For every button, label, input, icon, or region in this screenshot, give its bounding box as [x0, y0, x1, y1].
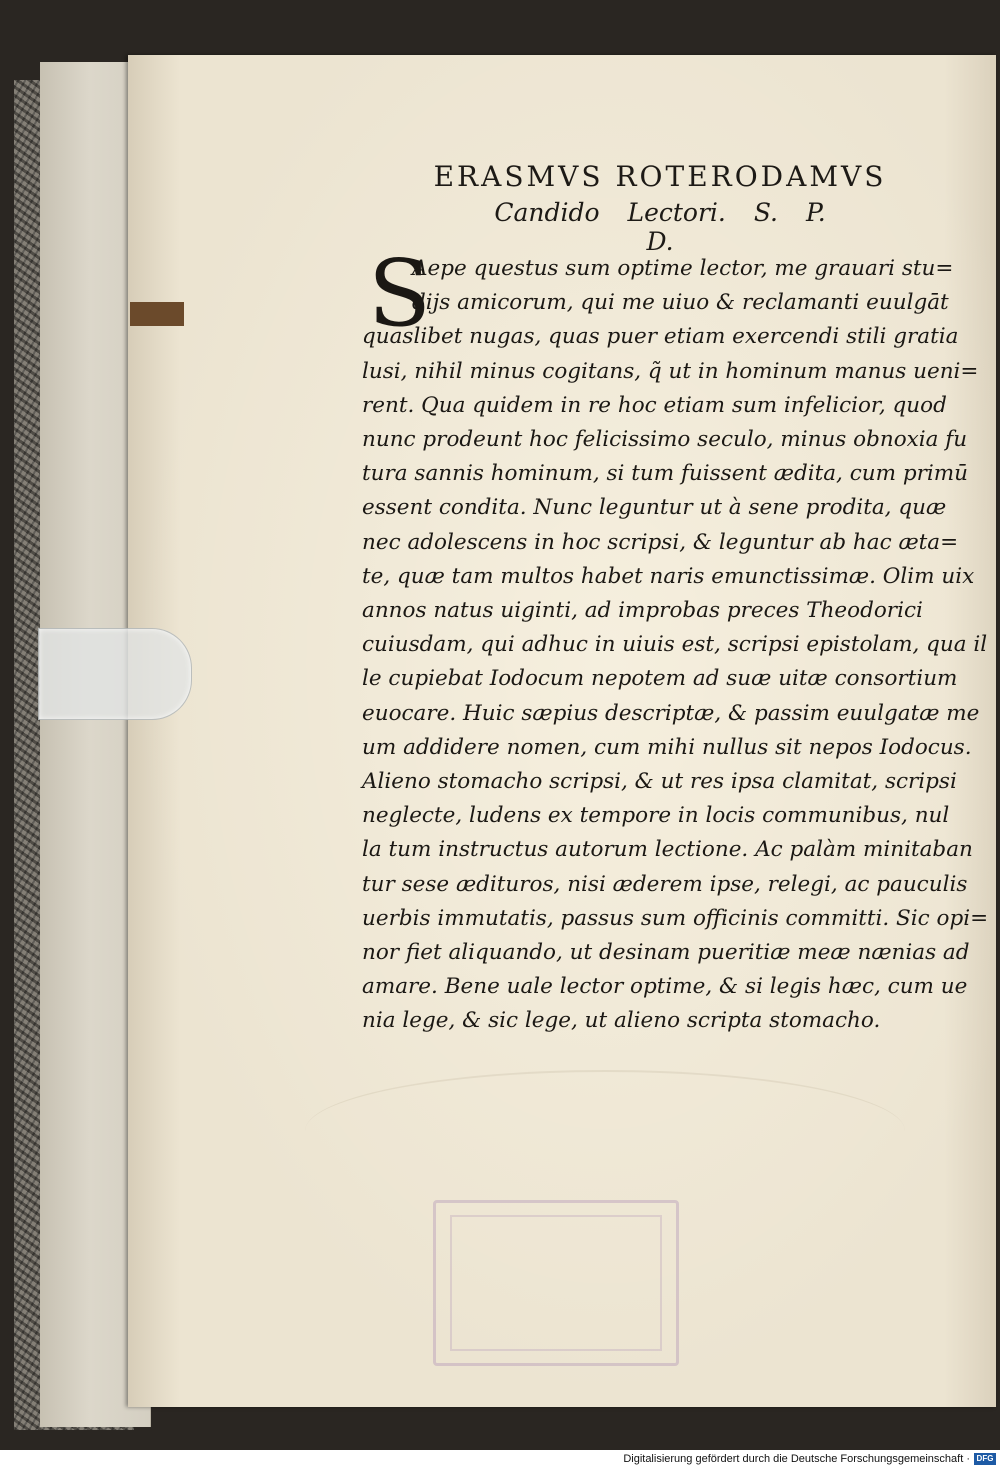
- page-subheading: Candido Lectori. S. P. D.: [494, 198, 826, 256]
- text-line: nunc prodeunt hoc felicissimo seculo, minus obnoxia fu: [362, 427, 968, 453]
- footer-credit: Digitalisierung gefördert durch die Deutsche Forschungsgemeinschaft ·: [623, 1453, 970, 1465]
- brown-tab: [130, 302, 184, 326]
- text-line: tur sese ædituros, nisi æderem ipse, relegi, ac pauculis: [362, 871, 968, 897]
- text-line: cuiusdam, qui adhuc in uiuis est, scripsi epistolam, qua il: [362, 632, 988, 658]
- text-line: la tum instructus autorum lectione. Ac palàm minitaban: [362, 837, 973, 863]
- text-line: tura sannis hominum, si tum fuissent ædita, cum primū: [362, 461, 968, 487]
- footer-bar: [0, 1450, 1000, 1470]
- text-line: um addidere nomen, cum mihi nullus sit nepos Iodocus.: [362, 734, 972, 760]
- text-line: Aepe questus sum optime lector, me grauari stu=: [412, 256, 954, 281]
- text-line: annos natus uiginti, ad improbas preces Theodorici: [362, 598, 923, 624]
- drop-initial: S: [368, 240, 432, 347]
- library-stamp: [433, 1200, 679, 1366]
- clear-bookmark-tab: [38, 628, 192, 720]
- library-stamp-inner: [450, 1215, 662, 1351]
- text-line: rent. Qua quidem in re hoc etiam sum infelicior, quod: [362, 392, 947, 418]
- text-line: nia lege, & sic lege, ut alieno scripta stomacho.: [362, 1008, 881, 1034]
- show-through-ornament: [305, 1070, 905, 1192]
- body-text: [362, 252, 989, 1039]
- dfg-logo-icon: DFG: [974, 1453, 996, 1465]
- text-line: le cupiebat Iodocum nepotem ad suæ uitæ consortium: [362, 666, 958, 692]
- text-line: te, quæ tam multos habet naris emunctissimæ. Olim uix: [362, 563, 975, 589]
- text-line: quaslibet nugas, quas puer etiam exercendi stili gratia: [362, 324, 959, 350]
- text-line: Alieno stomacho scripsi, & ut res ipsa clamitat, scripsi: [362, 769, 957, 795]
- text-line: neglecte, ludens ex tempore in locis communibus, nul: [362, 803, 950, 829]
- text-line: uerbis immutatis, passus sum officinis committi. Sic opi=: [362, 905, 989, 931]
- text-line: lusi, nihil minus cogitans, q̃ ut in hominum manus ueni=: [362, 358, 979, 384]
- text-line: euocare. Huic sæpius descriptæ, & passim euulgatæ me: [362, 700, 980, 726]
- text-line: nec adolescens in hoc scripsi, & leguntur ab hac æta=: [362, 529, 959, 555]
- text-line: amare. Bene uale lector optime, & si legis hæc, cum ue: [362, 974, 968, 1000]
- text-line: essent condita. Nunc leguntur ut à sene prodita, quæ: [362, 495, 947, 521]
- page-heading: ERASMVS ROTERODAMVS: [433, 160, 887, 193]
- text-line: nor fiet aliquando, ut desinam pueritiæ meæ nænias ad: [362, 940, 970, 966]
- text-line: dijs amicorum, qui me uiuo & reclamanti euulgāt: [412, 290, 949, 316]
